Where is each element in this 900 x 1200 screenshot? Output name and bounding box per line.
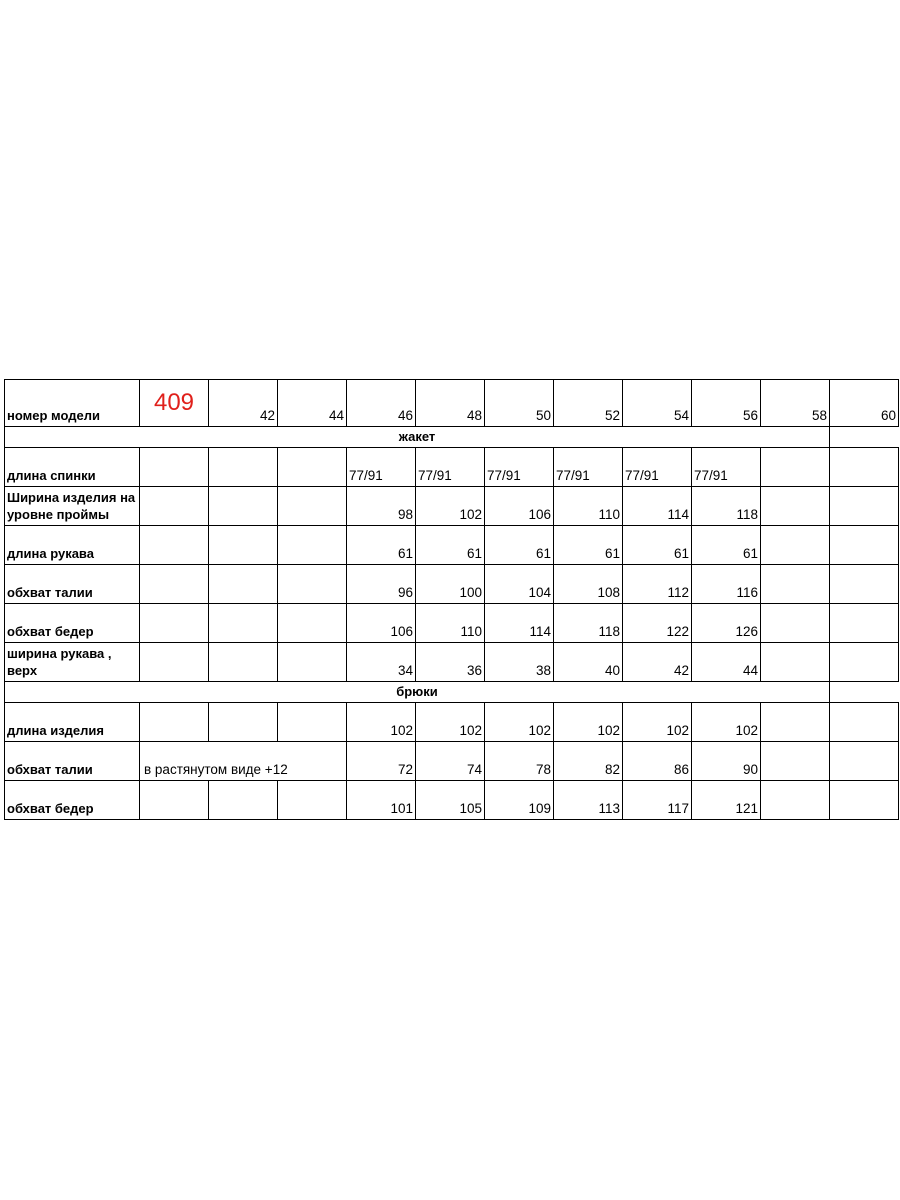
table-cell: 77/91 [692,448,761,487]
table-cell: 72 [347,742,416,781]
table-cell [830,742,899,781]
size-header: 60 [830,380,899,427]
table-row [5,643,899,682]
table-cell [278,703,347,742]
row-label: длина рукава [5,526,140,565]
table-cell [140,703,209,742]
table-row [5,448,899,487]
table-cell [830,526,899,565]
size-header: 48 [416,380,485,427]
table-cell: 61 [554,526,623,565]
table-cell: 61 [623,526,692,565]
table-cell: 108 [554,565,623,604]
table-cell: 82 [554,742,623,781]
table-cell [140,643,209,682]
table-cell: 77/91 [623,448,692,487]
table-cell [761,526,830,565]
table-cell: 126 [692,604,761,643]
table-cell [209,604,278,643]
table-cell: 106 [485,487,554,526]
table-cell: 96 [347,565,416,604]
table-cell: 38 [485,643,554,682]
table-cell [278,604,347,643]
table-cell: 86 [623,742,692,781]
table-row [5,703,899,742]
row-label: длина спинки [5,448,140,487]
table-cell [761,781,830,820]
table-cell: 102 [416,703,485,742]
table-cell [140,487,209,526]
table-cell [830,565,899,604]
table-cell: 77/91 [347,448,416,487]
table-cell [140,526,209,565]
table-cell: 118 [554,604,623,643]
row-label: обхват бедер [5,781,140,820]
stretch-note [140,742,347,781]
table-cell: 98 [347,487,416,526]
table-cell [278,565,347,604]
table-cell [209,448,278,487]
table-cell: 102 [416,487,485,526]
table-cell [830,604,899,643]
table-cell [830,487,899,526]
table-cell: 112 [623,565,692,604]
table-cell: 121 [692,781,761,820]
size-header: 56 [692,380,761,427]
table-cell [209,487,278,526]
table-cell [761,703,830,742]
table-cell: 104 [485,565,554,604]
table-cell [761,448,830,487]
section-row [5,427,899,448]
table-cell [140,604,209,643]
row-label: ширина рукава , верх [5,643,140,682]
table-cell: 61 [416,526,485,565]
table-cell: 113 [554,781,623,820]
table-cell: 36 [416,643,485,682]
size-header: 54 [623,380,692,427]
table-cell: 42 [623,643,692,682]
header-row [5,380,899,427]
table-row [5,487,899,526]
table-cell: 77/91 [416,448,485,487]
table-cell: 109 [485,781,554,820]
table-cell: 102 [623,703,692,742]
table-row [5,526,899,565]
table-cell: 44 [692,643,761,682]
size-header: 44 [278,380,347,427]
table-cell: 102 [347,703,416,742]
table-cell: 102 [485,703,554,742]
stretch-note-text: в растянутом виде +12 [144,762,288,777]
table-cell: 77/91 [554,448,623,487]
table-row [5,565,899,604]
table-cell: 114 [485,604,554,643]
table-cell: 116 [692,565,761,604]
table-cell [278,526,347,565]
table-cell: 78 [485,742,554,781]
table-cell [209,781,278,820]
table-cell: 90 [692,742,761,781]
table-cell [830,781,899,820]
table-cell [140,448,209,487]
section-row [5,682,899,703]
table-cell: 101 [347,781,416,820]
size-chart-table [4,379,899,820]
table-cell [761,604,830,643]
row-label: обхват талии [5,742,140,781]
table-cell: 61 [485,526,554,565]
section-jacket: жакет [5,427,830,448]
row-label: Ширина изделия на уровне проймы [5,487,140,526]
table-cell: 118 [692,487,761,526]
table-cell: 40 [554,643,623,682]
table-cell [140,781,209,820]
table-cell: 114 [623,487,692,526]
table-cell [209,703,278,742]
table-row [5,604,899,643]
table-cell [209,565,278,604]
size-header: 42 [209,380,278,427]
table-cell [761,565,830,604]
table-cell: 122 [623,604,692,643]
table-cell: 77/91 [485,448,554,487]
table-cell: 102 [692,703,761,742]
table-cell: 74 [416,742,485,781]
table-cell: 100 [416,565,485,604]
table-cell: 105 [416,781,485,820]
table-cell [278,643,347,682]
table-cell: 102 [554,703,623,742]
table-cell: 61 [692,526,761,565]
model-number: 409 [140,380,209,427]
table-cell [209,643,278,682]
row-label: длина изделия [5,703,140,742]
table-cell [761,742,830,781]
model-label: номер модели [5,380,140,427]
table-cell [278,781,347,820]
table-cell [140,565,209,604]
table-cell [278,448,347,487]
table-cell: 110 [416,604,485,643]
size-header: 46 [347,380,416,427]
size-header: 58 [761,380,830,427]
size-header: 52 [554,380,623,427]
table-cell [830,448,899,487]
table-cell: 117 [623,781,692,820]
table-cell [761,487,830,526]
section-trousers: брюки [5,682,830,703]
table-cell [830,643,899,682]
table-cell: 61 [347,526,416,565]
table-row [5,781,899,820]
table-cell [278,487,347,526]
table-cell [761,643,830,682]
table-cell [209,526,278,565]
table-cell [830,703,899,742]
table-cell: 110 [554,487,623,526]
row-label: обхват бедер [5,604,140,643]
row-label: обхват талии [5,565,140,604]
table-row [5,742,899,781]
table-cell: 34 [347,643,416,682]
table-cell: 106 [347,604,416,643]
size-header: 50 [485,380,554,427]
